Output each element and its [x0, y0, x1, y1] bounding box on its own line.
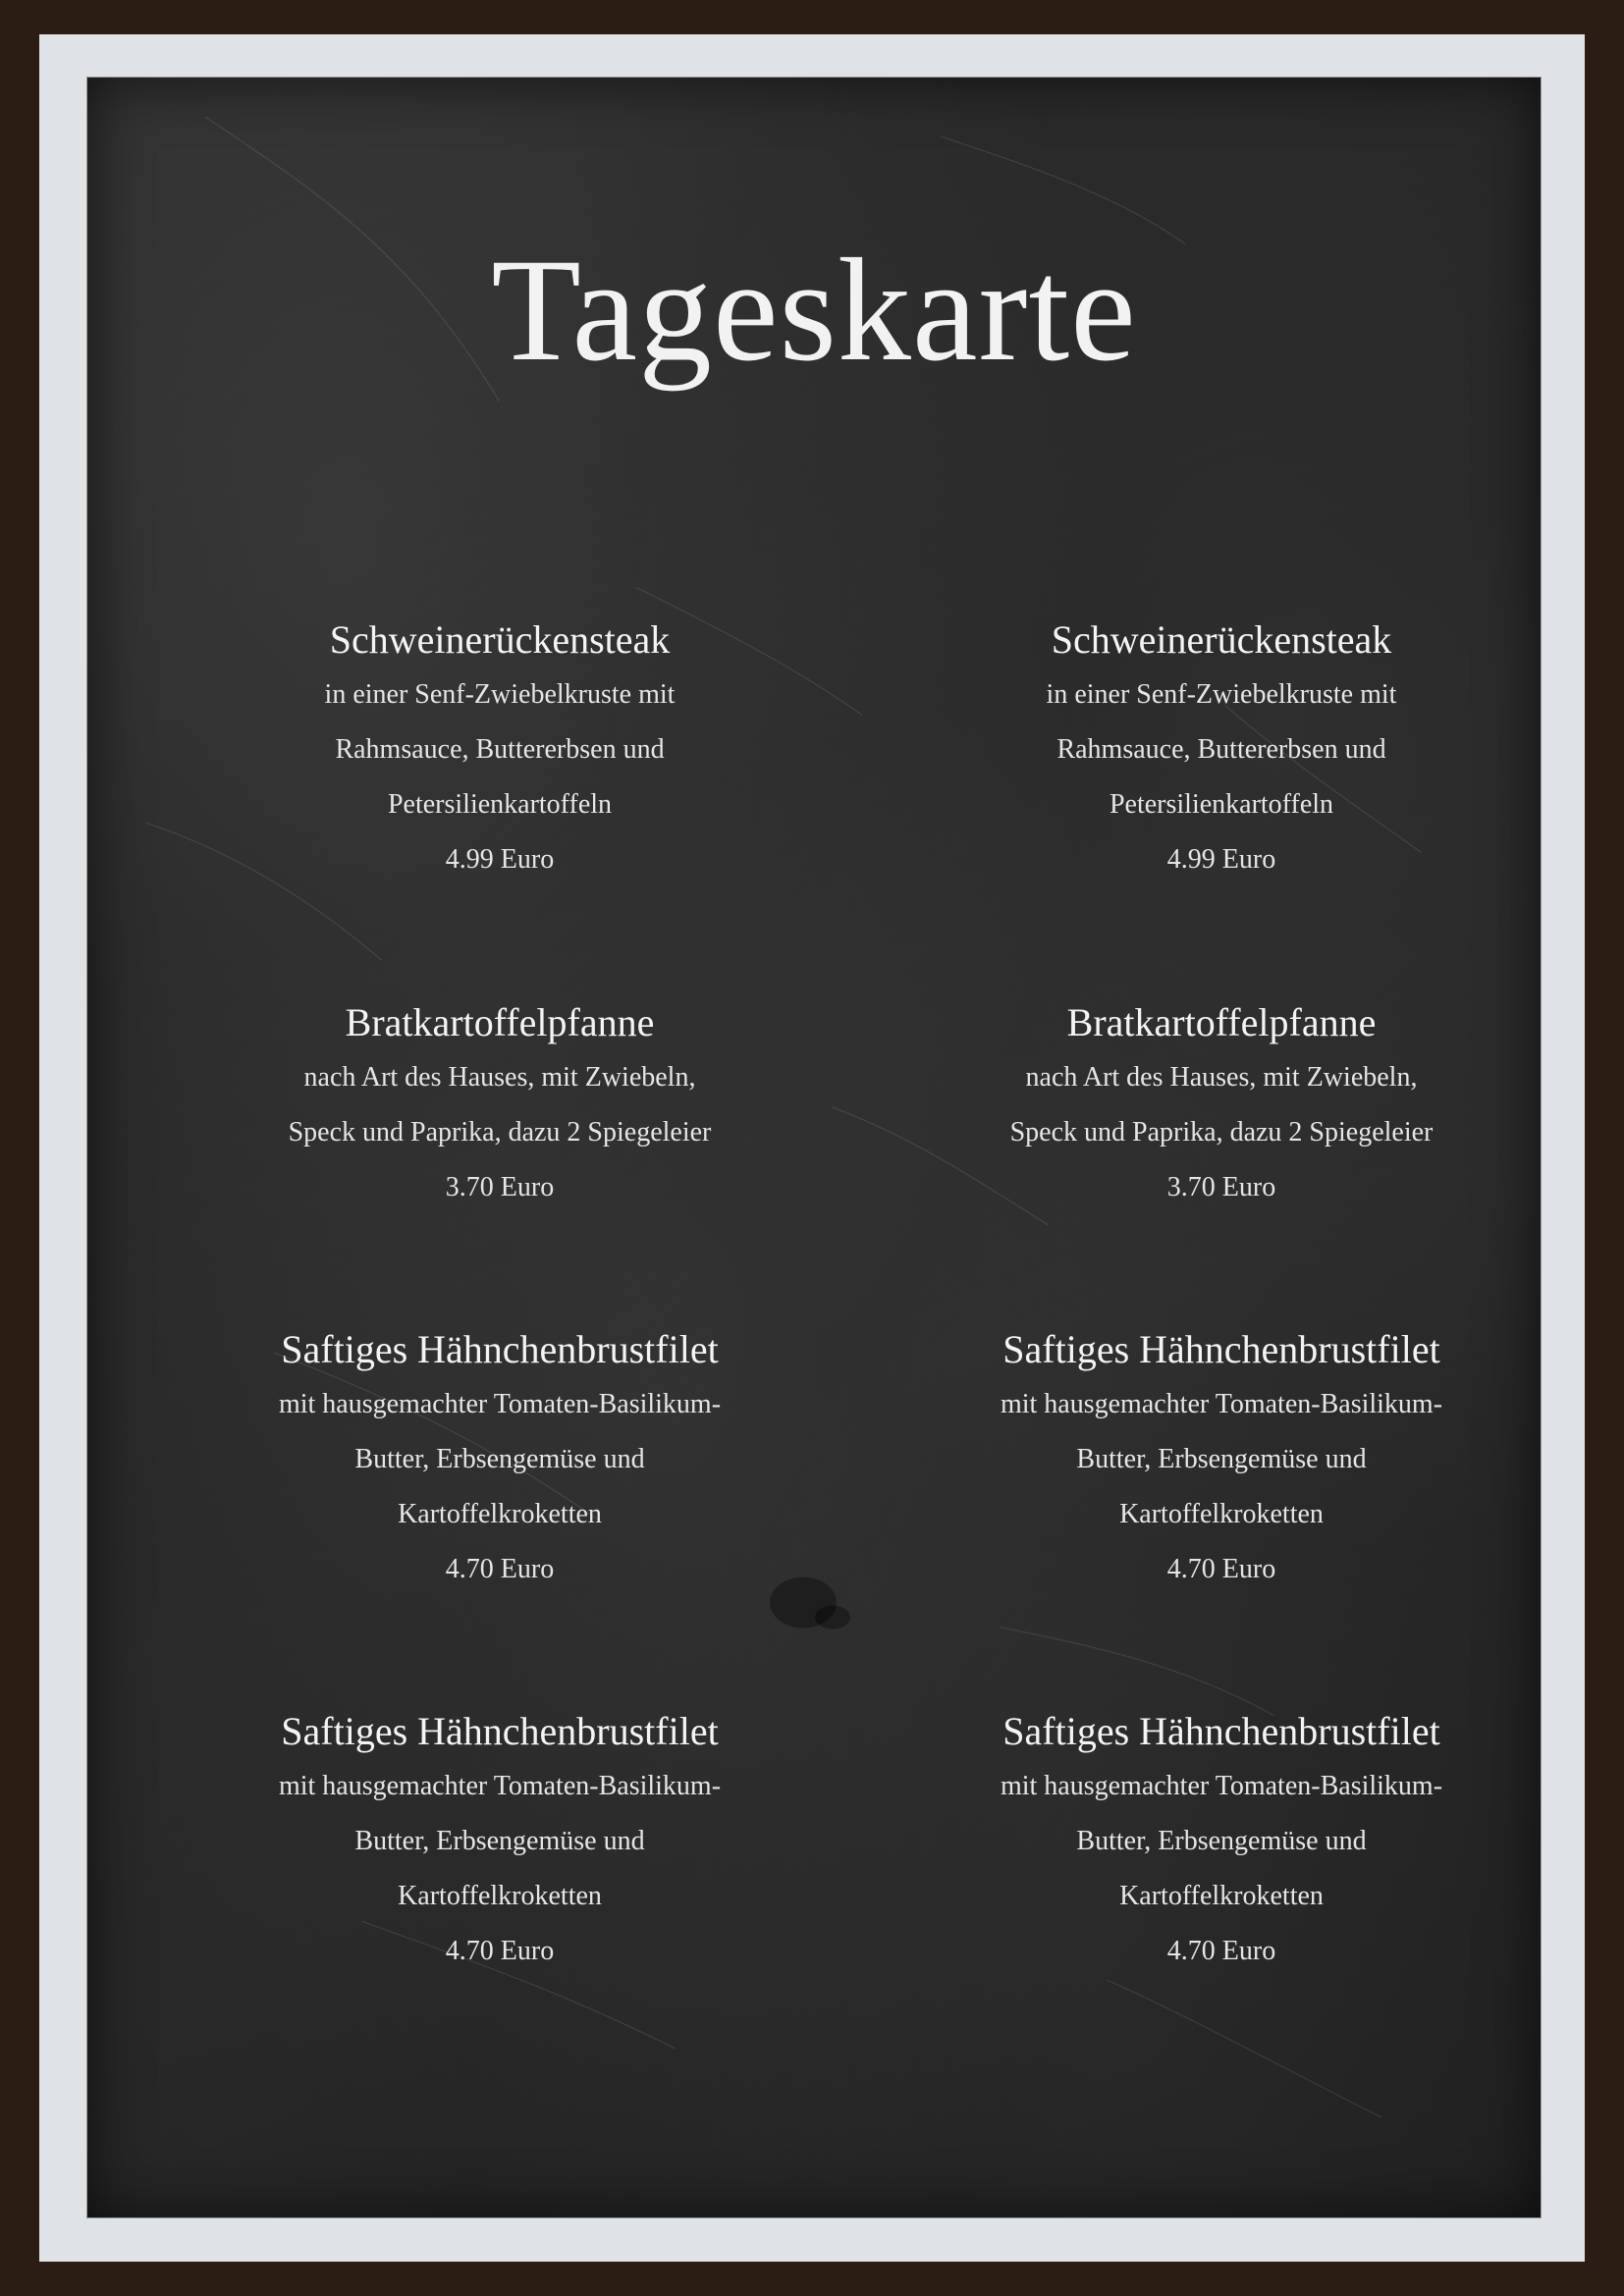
menu-item	[225, 1704, 775, 1979]
menu-item	[225, 1322, 775, 1597]
dish-price: 3.70 Euro	[1166, 1172, 1276, 1202]
dish-description: Speck und Paprika, dazu 2 Spiegeleier	[288, 1117, 712, 1148]
dish-description: Rahmsauce, Buttererbsen und	[1056, 734, 1386, 765]
dish-price: 4.70 Euro	[1166, 1936, 1276, 1966]
dish-description: Rahmsauce, Buttererbsen und	[335, 734, 665, 765]
dish-description: in einer Senf-Zwiebelkruste mit	[1046, 679, 1397, 710]
dish-description: Kartoffelkroketten	[1119, 1499, 1324, 1529]
dish-description: mit hausgemachter Tomaten-Basilikum-	[1000, 1389, 1443, 1419]
dish-price: 3.70 Euro	[445, 1172, 555, 1202]
menu-item	[947, 1704, 1496, 1979]
dish-name: Saftiges Hähnchenbrustfilet	[1002, 1327, 1440, 1371]
dish-price: 4.99 Euro	[445, 844, 555, 875]
chalkboard	[86, 77, 1542, 2218]
dish-description: Butter, Erbsengemüse und	[1076, 1826, 1367, 1856]
dish-description: Kartoffelkroketten	[1119, 1881, 1324, 1911]
dish-price: 4.99 Euro	[1166, 844, 1276, 875]
dish-description: mit hausgemachter Tomaten-Basilikum-	[278, 1389, 722, 1419]
dish-name: Schweinerückensteak	[1051, 617, 1392, 662]
page-title: Tageskarte	[491, 229, 1137, 392]
dish-description: mit hausgemachter Tomaten-Basilikum-	[1000, 1771, 1443, 1801]
dish-price: 4.70 Euro	[445, 1936, 555, 1966]
dish-name: Bratkartoffelpfanne	[345, 1000, 655, 1044]
dish-description: Kartoffelkroketten	[398, 1499, 602, 1529]
dish-description: Kartoffelkroketten	[398, 1881, 602, 1911]
menu-item	[947, 1322, 1496, 1597]
dish-description: mit hausgemachter Tomaten-Basilikum-	[278, 1771, 722, 1801]
menu-item	[947, 613, 1496, 887]
dish-name: Schweinerückensteak	[329, 617, 671, 662]
dish-description: in einer Senf-Zwiebelkruste mit	[324, 679, 676, 710]
dish-name: Bratkartoffelpfanne	[1066, 1000, 1377, 1044]
menu-item	[225, 995, 775, 1215]
dish-price: 4.70 Euro	[445, 1554, 555, 1584]
dish-price: 4.70 Euro	[1166, 1554, 1276, 1584]
menu-item	[947, 995, 1496, 1215]
dish-description: Butter, Erbsengemüse und	[354, 1444, 645, 1474]
dish-description: Butter, Erbsengemüse und	[1076, 1444, 1367, 1474]
dish-description: Petersilienkartoffeln	[1109, 789, 1334, 820]
dish-description: nach Art des Hauses, mit Zwiebeln,	[1025, 1062, 1418, 1093]
dish-name: Saftiges Hähnchenbrustfilet	[1002, 1709, 1440, 1753]
dish-description: Butter, Erbsengemüse und	[354, 1826, 645, 1856]
dish-description: Petersilienkartoffeln	[387, 789, 613, 820]
dish-name: Saftiges Hähnchenbrustfilet	[281, 1327, 719, 1371]
menu-item	[225, 613, 775, 887]
dish-name: Saftiges Hähnchenbrustfilet	[281, 1709, 719, 1753]
dish-description: Speck und Paprika, dazu 2 Spiegeleier	[1009, 1117, 1434, 1148]
dish-description: nach Art des Hauses, mit Zwiebeln,	[303, 1062, 696, 1093]
